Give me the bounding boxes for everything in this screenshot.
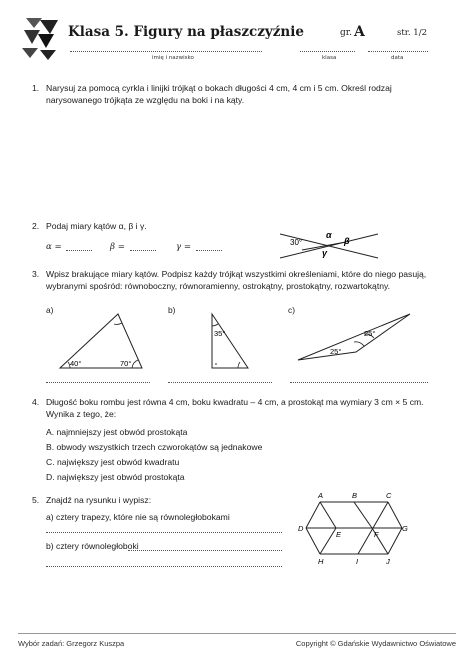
q3-text: Wpisz brakujące miary kątów. Podpisz każdy trójkąt wszystkimi określeniami, które do niego pasują, wybranymi spośród: równoboczny, równoramienny, ostrokątny, prostokątny, rozwartokątny. xyxy=(46,269,427,292)
class-field[interactable] xyxy=(300,51,355,52)
group-label: gr. xyxy=(340,28,352,38)
worksheet-title: Klasa 5. Figury na płaszczyźnie xyxy=(68,24,304,40)
footer-copyright: Copyright © Gdańskie Wydawnictwo Oświatowe xyxy=(295,639,456,648)
q5-label-c: C xyxy=(386,491,392,500)
q2-gamma-answer[interactable] xyxy=(196,250,222,251)
q5-b-text: b) cztery równoległoboki xyxy=(46,541,139,551)
q2-alpha-label: α = xyxy=(46,242,62,252)
publisher-logo xyxy=(18,16,62,60)
q3-a-answer[interactable] xyxy=(46,382,150,383)
q2-fig-30: 30° xyxy=(290,238,303,247)
q5-a-answer-1[interactable] xyxy=(46,532,282,533)
q2-fig-alpha: α xyxy=(326,230,332,240)
q5-label-a: A xyxy=(318,491,324,500)
q5-label-e: E xyxy=(336,530,342,539)
q3-b-label: b) xyxy=(168,305,176,315)
group-value: A xyxy=(354,24,365,40)
q2-text: Podaj miary kątów α, β i γ. xyxy=(46,221,147,231)
name-field-label: imię i nazwisko xyxy=(152,55,194,61)
q3-c-25b: 25° xyxy=(330,347,342,356)
q3-a-40: 40° xyxy=(70,359,82,368)
q2-figure xyxy=(276,222,382,262)
q4-option-b[interactable]: B. obwody wszystkich trzech czworokątów są jednakowe xyxy=(46,442,263,452)
q3-triangle-c xyxy=(294,310,414,362)
q5-label-i: I xyxy=(356,557,359,566)
class-field-label: klasa xyxy=(322,55,337,61)
q1-number: 1. xyxy=(32,83,40,93)
footer-author: Wybór zadań: Grzegorz Kuszpa xyxy=(18,639,125,648)
q4-text: Długość boku rombu jest równa 4 cm, boku kwadratu – 4 cm, a prostokąt ma wymiary 3 cm × 5 cm. Wynika z tego, że: xyxy=(46,397,424,420)
q5-label-j: J xyxy=(386,557,390,566)
q3-triangle-a xyxy=(56,310,146,372)
q3-c-25a: 25° xyxy=(364,329,376,338)
q3-c-answer[interactable] xyxy=(290,382,428,383)
q3-a-70: 70° xyxy=(120,359,132,368)
q5-b-answer-2[interactable] xyxy=(46,566,282,567)
q2-fig-beta: β xyxy=(344,236,350,246)
q5-number: 5. xyxy=(32,495,40,505)
q3-b-answer[interactable] xyxy=(168,382,272,383)
date-field-label: data xyxy=(391,55,404,61)
q2-number: 2. xyxy=(32,221,40,231)
q5-b-answer-1[interactable] xyxy=(128,550,282,551)
q4-option-d[interactable]: D. największy jest obwód prostokąta xyxy=(46,472,185,482)
footer-divider xyxy=(18,633,456,634)
q2-beta-answer[interactable] xyxy=(130,250,156,251)
q2-gamma-label: γ = xyxy=(176,242,192,252)
q2-beta-label: β = xyxy=(110,242,125,252)
q1-text: Narysuj za pomocą cyrkla i linijki trójkąt o bokach długości 4 cm, 4 cm i 5 cm. Określ rodzaj narysowanego trójkąta ze względu na boki i na kąty. xyxy=(46,83,392,106)
q3-number: 3. xyxy=(32,269,40,279)
q5-a-text: a) cztery trapezy, które nie są równoległobokami xyxy=(46,512,230,522)
q2-fig-gamma: γ xyxy=(322,248,328,258)
name-field[interactable] xyxy=(70,51,262,52)
q5-label-d: D xyxy=(298,524,304,533)
q3-a-label: a) xyxy=(46,305,54,315)
q3-triangle-b xyxy=(206,310,252,372)
q5-label-h: H xyxy=(318,557,324,566)
q4-option-a[interactable]: A. najmniejszy jest obwód prostokąta xyxy=(46,427,188,437)
page-number: str. 1/2 xyxy=(397,28,427,38)
date-field[interactable] xyxy=(368,51,428,52)
q2-alpha-answer[interactable] xyxy=(66,250,92,251)
q5-text: Znajdź na rysunku i wypisz: xyxy=(46,495,152,505)
q5-label-g: G xyxy=(402,524,408,533)
q5-label-f: F xyxy=(374,530,379,539)
q4-number: 4. xyxy=(32,397,40,407)
q3-c-label: c) xyxy=(288,305,295,315)
q5-label-b: B xyxy=(352,491,358,500)
q3-b-35: 35° xyxy=(214,329,226,338)
q5-figure xyxy=(296,488,412,568)
q4-option-c[interactable]: C. największy jest obwód kwadratu xyxy=(46,457,180,467)
